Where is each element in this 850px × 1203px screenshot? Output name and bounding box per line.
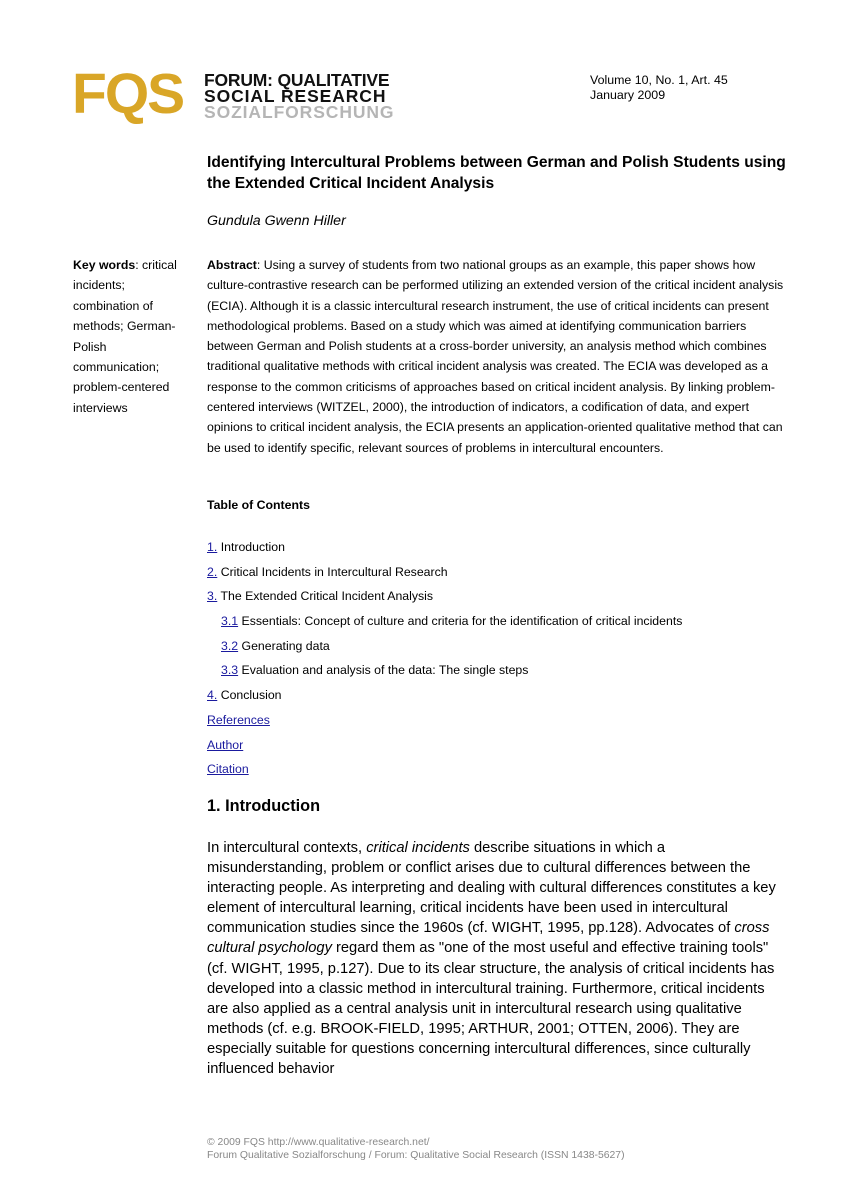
footer-journal: Forum Qualitative Sozialforschung / Forum: Qualitative Social Research (ISSN 1438-5627) [207,1149,625,1161]
table-of-contents [207,538,682,785]
toc-label: Essentials: Concept of culture and criteria for the identification of critical incidents [241,614,683,629]
abstract-block [207,255,785,458]
toc-label: The Extended Critical Incident Analysis [220,589,434,604]
toc-item-3-3 [207,661,682,686]
logo-line-3: SOZIALFORSCHUNG [204,102,395,122]
article-author: Gundula Gwenn Hiller [207,213,346,229]
logo-line-2: SOCIAL RESEARCH [204,86,387,106]
issue-info [590,73,728,103]
abstract-text: : Using a survey of students from two national groups as an example, this paper shows how culture-contrastive research can be performed utilizing an extended version of the critical incident analysis (ECIA). Although it is a classic intercultural research instrument, the use of critical incidents can present methodological problems. Based on a study which was aimed at identifying communication barriers between German and Polish students at a cross-border university, an analysis method which combines traditional qualitative methods with critical incident analysis was created. The ECIA was developed as a response to the common criticisms of approaches based on critical incident analysis. By linking problem-centered interviews (WITZEL, 2000), the introduction of indicators, a codification of data, and expert opinions to critical incident analysis, the ECIA presents an application-oriented qualitative method that can be used to identify specific, relevant sources of problems in intercultural encounters. [207,258,784,455]
logo-mark: FQS [72,62,184,126]
toc-label: Conclusion [220,688,282,703]
logo-wordmark [204,72,394,120]
toc-item-3-1 [207,612,682,637]
footer-copyright: © 2009 FQS http://www.qualitative-research.net/ [207,1137,430,1148]
issue-date: January 2009 [590,88,666,102]
toc-label: Evaluation and analysis of the data: The single steps [241,663,529,678]
logo-line-1: FORUM: QUALITATIVE [204,70,390,90]
toc-link-3-3[interactable]: 3.3 [221,663,239,678]
toc-link-3[interactable]: 3. [207,589,218,604]
intro-emphasis: critical incidents [366,840,470,856]
intro-text: regard them as "one of the most useful and effective training tools" (cf. WIGHT, 1995, p.127). Due to its clear structure, the analysis of critical incidents has developed into a classic method in intercultural training. Furthermore, critical incidents are also applied as a central analysis unit in intercultural research using qualitative methods (cf. e.g. BROOK-FIELD, 1995; ARTHUR, 2001; OTTEN, 2006). They are especially suitable for questions concerning intercultural differences, since culturally influenced behavior [207,940,775,1078]
abstract-label: Abstract [207,258,257,272]
introduction-paragraph [207,838,787,1079]
toc-item-2 [207,563,682,588]
issue-volume: Volume 10, No. 1, Art. 45 [590,73,728,87]
intro-text: In intercultural contexts, [207,840,367,856]
toc-item-3 [207,587,682,612]
intro-text: describe situations in which a misunderstanding, problem or conflict arises due to cultural differences between the interacting people. As interpreting and dealing with cultural differences constitutes a key element of intercultural learning, critical incidents have been used in intercultural communication studies since the 1960s (cf. WIGHT, 1995, pp.128). Advocates of [207,840,776,937]
toc-label: Critical Incidents in Intercultural Research [220,564,448,579]
keywords-block [73,255,191,418]
toc-item-author [207,736,682,761]
section-heading-introduction: 1. Introduction [207,797,321,815]
toc-item-4 [207,686,682,711]
keywords-label: Key words [73,258,136,272]
toc-link-1[interactable]: 1. [207,540,218,554]
toc-label: Introduction [220,540,285,554]
toc-label: Generating data [241,638,330,653]
page-footer [207,1137,625,1162]
toc-item-references [207,711,682,736]
toc-item-citation [207,760,682,785]
author-link[interactable]: Author [207,737,244,752]
toc-link-3-2[interactable]: 3.2 [221,638,239,653]
toc-title: Table of Contents [207,498,310,512]
article-title: Identifying Intercultural Problems between German and Polish Students using the Extended Critical Incident Analysis [207,154,786,192]
citation-link[interactable]: Citation [207,762,249,777]
intro-emphasis: cross cultural psychology [207,920,770,957]
toc-link-4[interactable]: 4. [207,688,218,703]
toc-link-2[interactable]: 2. [207,564,218,579]
toc-link-3-1[interactable]: 3.1 [221,614,239,629]
toc-item-1 [207,538,682,563]
toc-item-3-2 [207,637,682,662]
keywords-text: : critical incidents; combination of methods; German-Polish communication; problem-centered interviews [73,258,177,415]
references-link[interactable]: References [207,712,270,727]
